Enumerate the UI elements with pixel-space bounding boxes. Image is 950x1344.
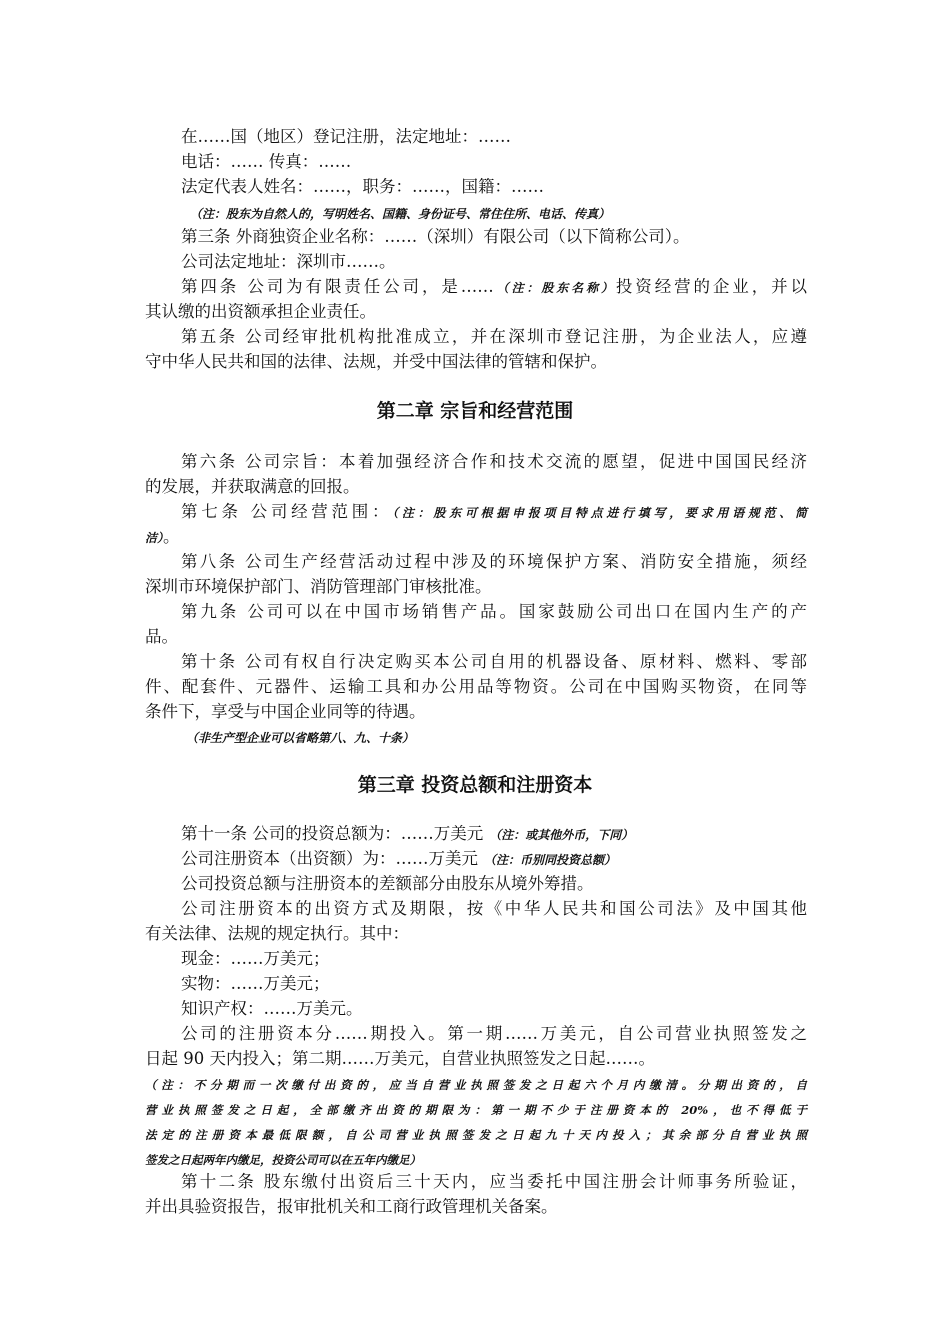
article10-line2: 件、配套件、元器件、运输工具和办公用品等物资。公司在中国购买物资，在同等 — [145, 677, 807, 696]
article11-note-line1: （注：不分期而一次缴付出资的，应当自营业执照签发之日起六个月内缴清。分期出资的，自 — [145, 1078, 807, 1092]
article11-line1 — [181, 822, 807, 847]
article11-note-line4: 签发之日起两年内缴足，投资公司可以在五年内缴足） — [145, 1153, 421, 1167]
article2-line2: 电话：…… 传真：…… — [181, 152, 352, 171]
article11-note-b: （注：币别同投资总额） — [484, 853, 617, 867]
article11-goods: 实物：……万美元； — [181, 974, 330, 993]
article9-line2: 品。 — [145, 627, 178, 646]
article5-line1: 第五条 公司经审批机构批准成立，并在深圳市登记注册，为企业法人，应遵 — [181, 327, 807, 346]
article11-note-line3: 法定的注册资本最低限额，自公司营业执照签发之日起九十天内投入；其余部分自营业执照 — [145, 1128, 807, 1142]
article10-line3: 条件下，享受与中国企业同等的待遇。 — [145, 702, 426, 721]
chapter2-heading: 第二章 宗旨和经营范围 — [376, 400, 574, 422]
article11-line9: 公司的注册资本分……期投入。第一期……万美元，自公司营业执照签发之 — [181, 1024, 807, 1043]
article2-line3: 法定代表人姓名：……，职务：……，国籍：…… — [181, 177, 544, 196]
article11-line3: 公司投资总额与注册资本的差额部分由股东从境外筹措。 — [181, 874, 594, 893]
article11-text-a: 第十一条 公司的投资总额为：……万美元 — [181, 824, 484, 843]
article4-line2: 其认缴的出资额承担企业责任。 — [145, 302, 376, 321]
article11-ip: 知识产权：……万美元。 — [181, 999, 363, 1018]
article7-line1 — [181, 500, 807, 525]
article7-note-b: 洁） — [145, 531, 164, 545]
article11-note-a: （注：或其他外币，下同） — [489, 828, 634, 842]
article4-line1 — [181, 275, 807, 300]
article11-text-b: 公司注册资本（出资额）为：……万美元 — [181, 849, 478, 868]
article2-line1: 在……国（地区）登记注册，法定地址：…… — [181, 127, 511, 146]
article11-line10: 日起 90 天内投入；第二期……万美元，自营业执照签发之日起……。 — [145, 1049, 655, 1068]
article11-cash: 现金：……万美元； — [181, 949, 330, 968]
article4-text-a: 第四条 公司为有限责任公司，是…… — [181, 277, 494, 296]
article12-line1: 第十二条 股东缴付出资后三十天内，应当委托中国注册会计师事务所验证， — [181, 1172, 807, 1191]
article6-line2: 的发展，并获取满意的回报。 — [145, 477, 360, 496]
article5-line2: 守中华人民共和国的法律、法规，并受中国法律的管辖和保护。 — [145, 352, 607, 371]
article10-line1: 第十条 公司有权自行决定购买本公司自用的机器设备、原材料、燃料、零部 — [181, 652, 807, 671]
article3-line1: 第三条 外商独资企业名称：……（深圳）有限公司（以下简称公司）。 — [181, 227, 690, 246]
chapter3-heading: 第三章 投资总额和注册资本 — [357, 774, 593, 796]
article4-text-b: 投资经营的企业，并以 — [615, 277, 808, 296]
article11-line5: 有关法律、法规的规定执行。其中： — [145, 924, 409, 943]
article10-note: （非生产型企业可以省略第八、九、十条） — [186, 731, 415, 745]
article3-line2: 公司法定地址：深圳市……。 — [181, 252, 396, 271]
article11-line2 — [181, 847, 807, 872]
article11-line4: 公司注册资本的出资方式及期限，按《中华人民共和国公司法》及中国其他 — [181, 899, 807, 918]
article7-text-a: 第七条 公司经营范围： — [181, 502, 393, 521]
article6-line1: 第六条 公司宗旨：本着加强经济合作和技术交流的愿望，促进中国国民经济 — [181, 452, 807, 471]
article11-note-line2: 营业执照签发之日起，全部缴齐出资的期限为：第一期不少于注册资本的 20%，也不得低于 — [145, 1103, 807, 1117]
article7-note-a: （注：股东可根据申报项目特点进行填写，要求用语规范、简 — [392, 506, 807, 520]
article4-note: （注：股东名称） — [493, 281, 616, 295]
article8-line2: 深圳市环境保护部门、消防管理部门审核批准。 — [145, 577, 492, 596]
article12-line2: 并出具验资报告，报审批机关和工商行政管理机关备案。 — [145, 1197, 558, 1216]
article2-note: （注：股东为自然人的，写明姓名、国籍、身份证号、常住住所、电话、传真） — [190, 207, 611, 221]
article9-line1: 第九条 公司可以在中国市场销售产品。国家鼓励公司出口在国内生产的产 — [181, 602, 807, 621]
article7-text-b: 。 — [163, 527, 180, 546]
article7-line2 — [145, 525, 807, 550]
article8-line1: 第八条 公司生产经营活动过程中涉及的环境保护方案、消防安全措施，须经 — [181, 552, 807, 571]
